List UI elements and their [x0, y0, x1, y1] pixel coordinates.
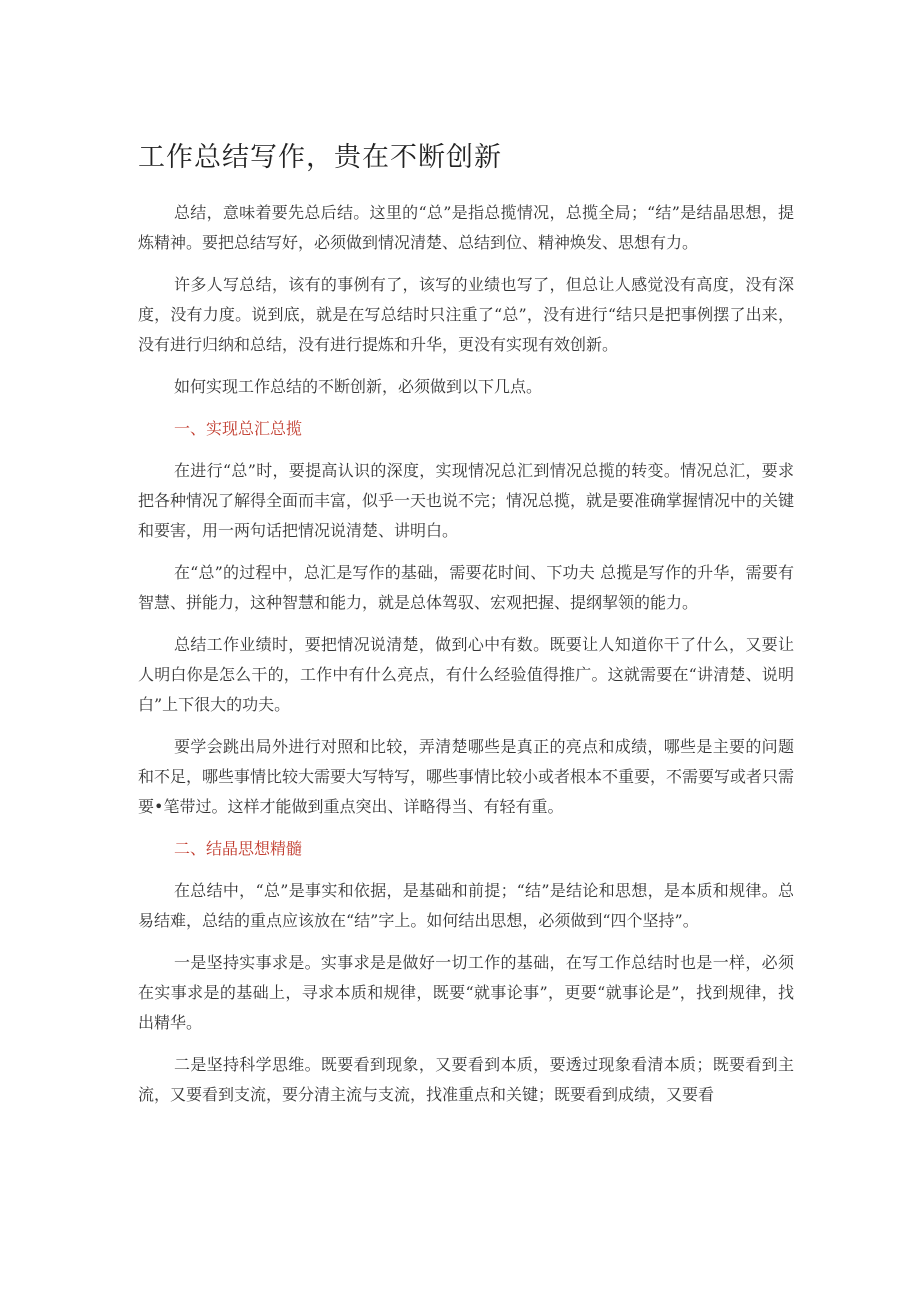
document-title: 工作总结写作，贵在不断创新 — [138, 142, 502, 173]
paragraph-intro: 总结，意味着要先总后结。这里的“总”是指总揽情况，总揽全局；“结”是结晶思想，提炼精神。要把总结写好，必须做到情况清楚、总结到位、精神焕发、思想有力。 — [138, 203, 794, 252]
section-heading-2: 二、结晶思想精髓 — [174, 839, 303, 858]
paragraph-section2-a: 在总结中，“总”是事实和依据，是基础和前提；“结”是结论和思想，是本质和规律。总易结难，总结的重点应该放在“结”字上。如何结出思想，必须做到“四个坚持”。 — [138, 881, 794, 930]
paragraph-section1-a: 在进行“总”时，要提高认识的深度，实现情况总汇到情况总揽的转变。情况总汇，要求把各种情况了解得全面而丰富，似乎一天也说不完；情况总揽，就是要准确掌握情况中的关键和要害，用一两句话把情况说清楚、讲明白。 — [138, 461, 795, 540]
paragraph-section1-c: 总结工作业绩时，要把情况说清楚，做到心中有数。既要让人知道你干了什么，又要让人明白你是怎么干的，工作中有什么亮点，有什么经验值得推广。这就需要在“讲清楚、说明白”上下很大的功夫。 — [138, 635, 794, 714]
section-heading-1: 一、实现总汇总揽 — [174, 419, 303, 438]
paragraph-lead: 如何实现工作总结的不断创新，必须做到以下几点。 — [174, 377, 543, 396]
paragraph-section1-d: 要学会跳出局外进行对照和比较，弄清楚哪些是真正的亮点和成绩，哪些是主要的问题和不足，哪些事情比较大需要大写特写，哪些事情比较小或者根本不重要，不需要写或者只需要•笔带过。这样才能做到重点突出、详略得当、有轻有重。 — [138, 737, 795, 816]
paragraph-section1-b: 在“总”的过程中，总汇是写作的基础，需要花时间、下功夫 总揽是写作的升华，需要有智慧、拼能力，这种智慧和能力，就是总体驾驭、宏观把握、提纲挈领的能力。 — [138, 563, 794, 612]
document-page — [138, 140, 794, 1122]
paragraph-section2-b: 一是坚持实事求是。实事求是是做好一切工作的基础，在写工作总结时也是一样，必须在实事求是的基础上，寻求本质和规律，既要“就事论事”，更要“就事论是”，找到规律，找出精华。 — [138, 953, 794, 1032]
paragraph-problem: 许多人写总结，该有的事例有了，该写的业绩也写了，但总让人感觉没有高度，没有深度，没有力度。说到底，就是在写总结时只注重了“总”，没有进行“结只是把事例摆了出来，没有进行归纳和总结，没有进行提炼和升华，更没有实现有效创新。 — [138, 275, 794, 354]
paragraph-section2-c: 二是坚持科学思维。既要看到现象，又要看到本质，要透过现象看清本质；既要看到主流，又要看到支流，要分清主流与支流，找准重点和关键；既要看到成绩，又要看 — [138, 1055, 794, 1104]
